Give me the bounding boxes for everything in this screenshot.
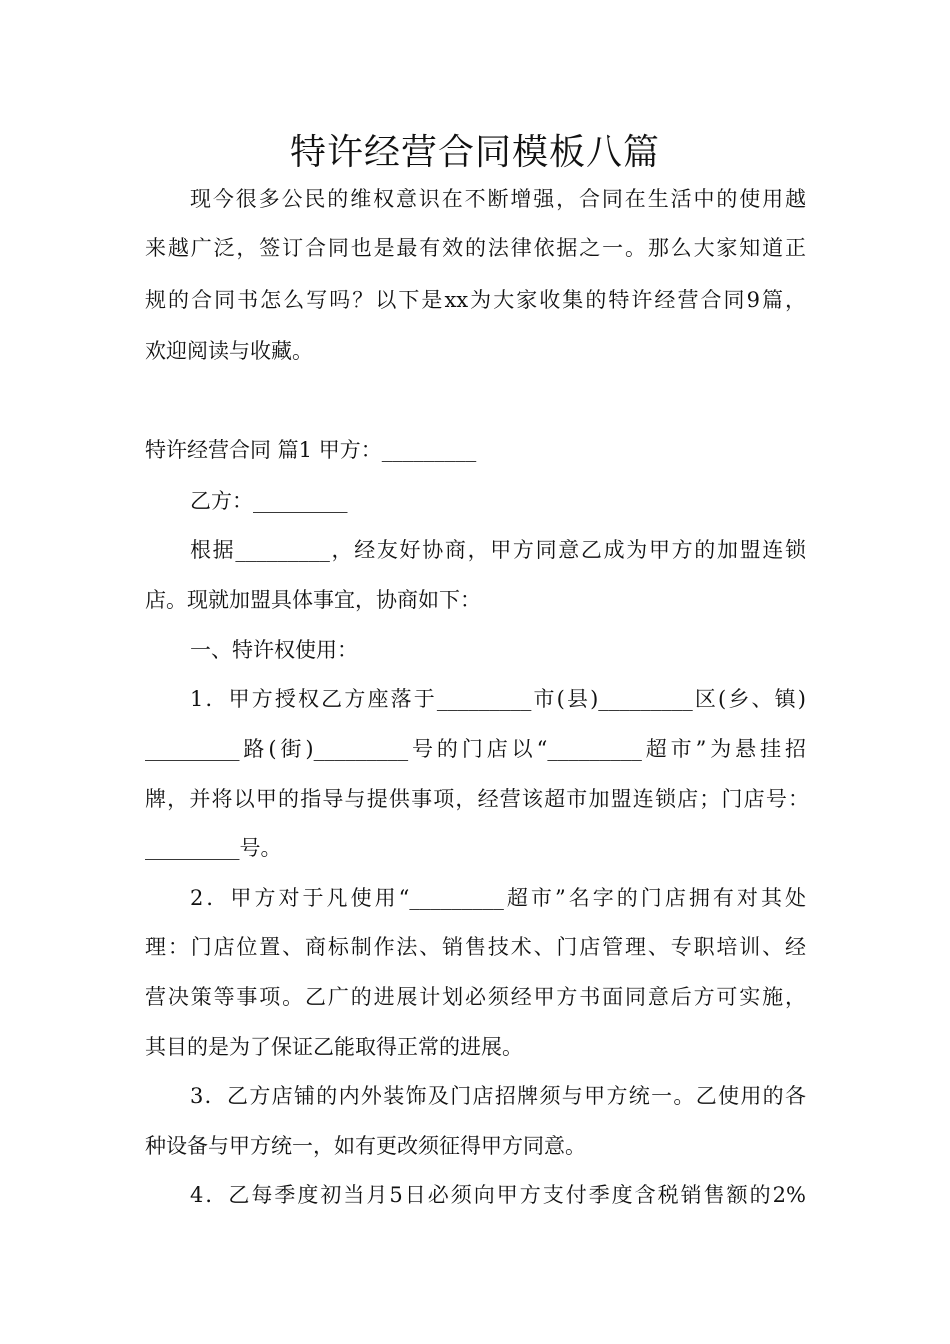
body-line: 乙方：_________	[190, 489, 348, 513]
body-line: 其目的是为了保证乙能取得正常的进展。	[145, 1035, 523, 1059]
body-line: 根据_________，经友好协商，甲方同意乙成为甲方的加盟连锁	[190, 538, 806, 562]
body-line: 2．甲方对于凡使用“_________超市”名字的门店拥有对其处	[190, 886, 806, 910]
body-line: 现今很多公民的维权意识在不断增强，合同在生活中的使用越	[190, 187, 806, 211]
body-line: 牌，并将以甲的指导与提供事项，经营该超市加盟连锁店；门店号：	[145, 787, 809, 811]
body-line: 欢迎阅读与收藏。	[145, 339, 313, 363]
clause-heading: 一、特许权使用：	[190, 638, 358, 662]
body-line: _________路(街)_________号的门店以“_________超市”为悬挂招	[145, 737, 806, 761]
body-line: 规的合同书怎么写吗？以下是xx为大家收集的特许经营合同9篇，	[145, 288, 806, 312]
body-line: 来越广泛，签订合同也是最有效的法律依据之一。那么大家知道正	[145, 236, 806, 260]
body-line: 理：门店位置、商标制作法、销售技术、门店管理、专职培训、经	[145, 935, 806, 959]
body-line: _________号。	[145, 836, 282, 860]
body-line: 3．乙方店铺的内外装饰及门店招牌须与甲方统一。乙使用的各	[190, 1084, 806, 1108]
body-line: 1．甲方授权乙方座落于_________市(县)_________区(乡、镇)	[190, 687, 806, 711]
body-line: 营决策等事项。乙广的进展计划必须经甲方书面同意后方可实施，	[145, 985, 806, 1009]
body-line: 种设备与甲方统一，如有更改须征得甲方同意。	[145, 1134, 586, 1158]
document-title: 特许经营合同模板八篇	[289, 132, 660, 173]
body-line: 店。现就加盟具体事宜，协商如下：	[145, 588, 481, 612]
body-line: 4．乙每季度初当月5日必须向甲方支付季度含税销售额的2%	[190, 1183, 806, 1207]
section-heading: 特许经营合同 篇1 甲方：_________	[145, 438, 477, 462]
